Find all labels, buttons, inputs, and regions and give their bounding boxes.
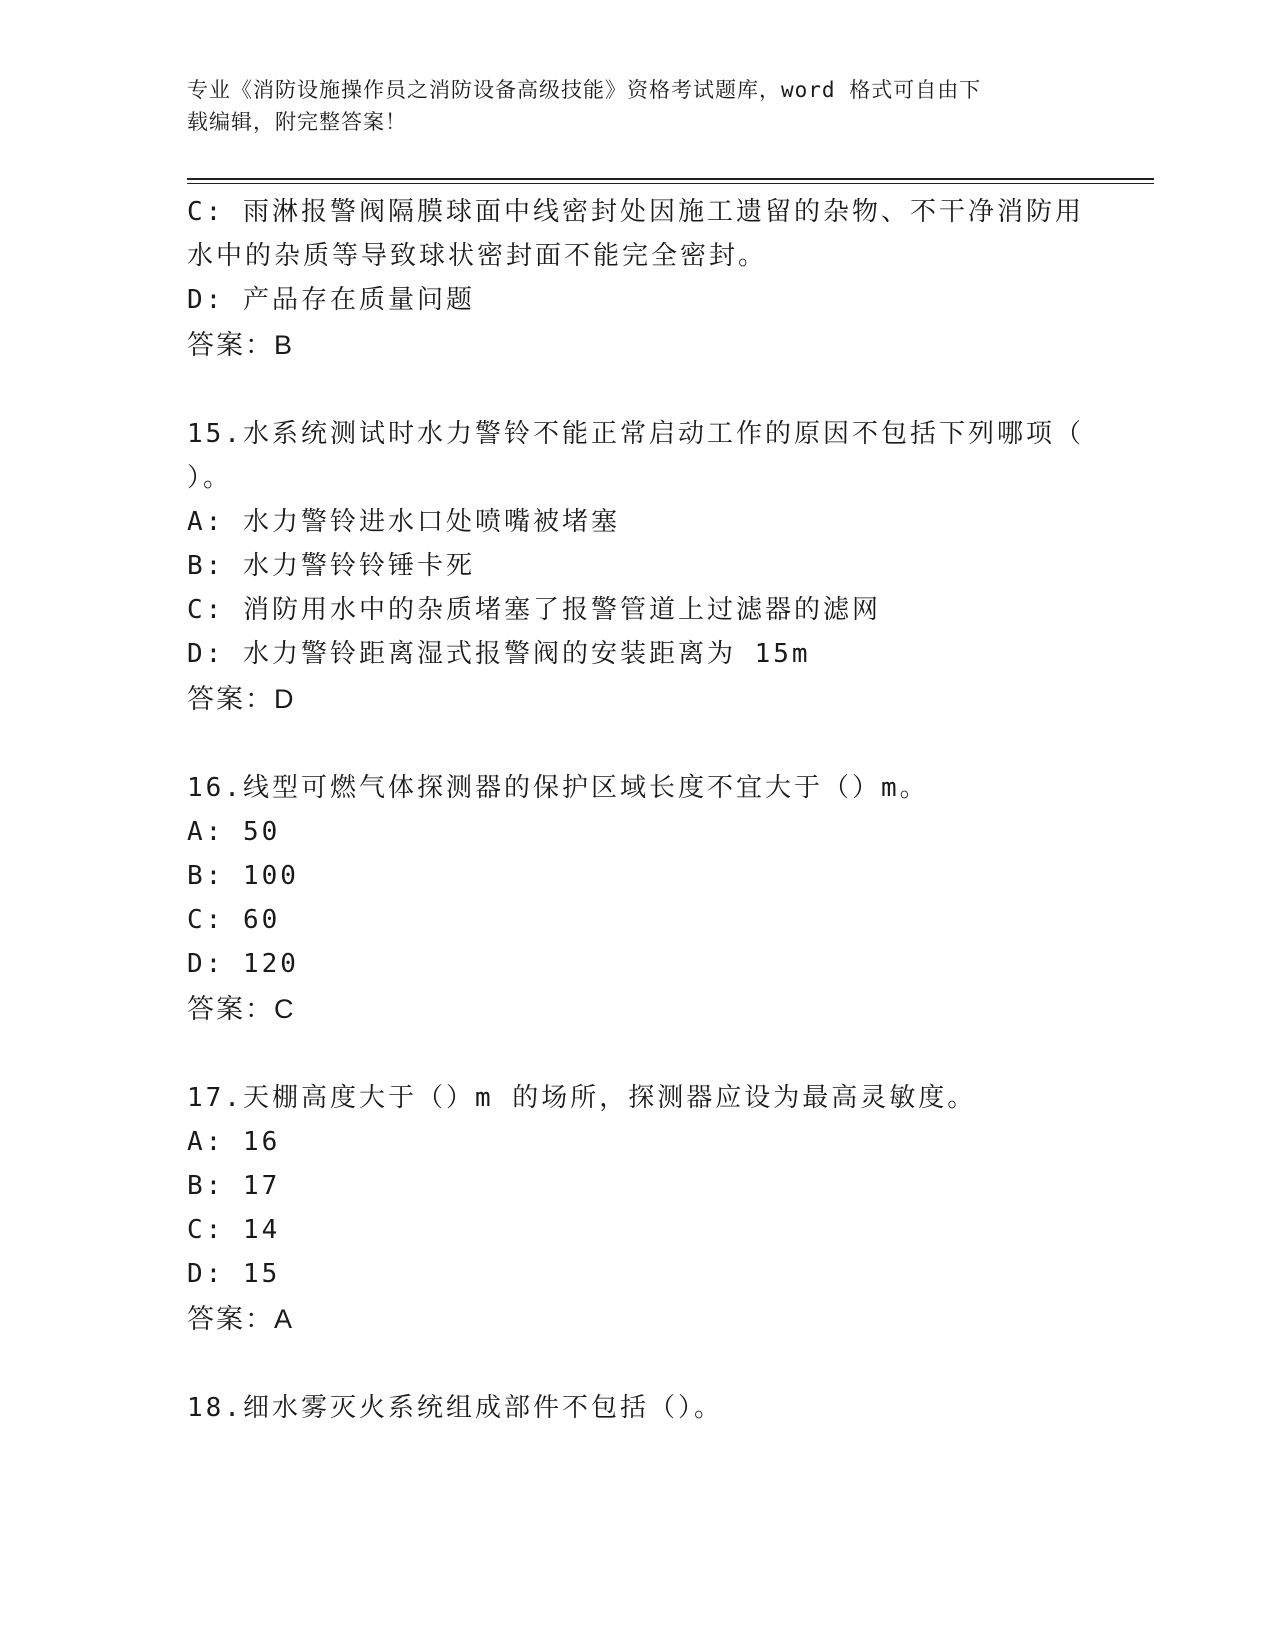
option-b: B: 100 [187, 861, 299, 891]
answer: 答案：A [187, 1304, 295, 1334]
answer: 答案：D [187, 684, 296, 714]
answer: 答案：C [187, 994, 296, 1024]
question-stem: 18.细水雾灭火系统组成部件不包括（）。 [187, 1393, 723, 1423]
option-b: B: 水力警铃铃锤卡死 [187, 551, 475, 581]
header-title-line-1: 专业《消防设施操作员之消防设备高级技能》资格考试题库，word 格式可自由下 [187, 78, 982, 102]
answer: 答案：B [187, 330, 295, 360]
option-d: D: 15 [187, 1259, 281, 1289]
option-a: A: 水力警铃进水口处喷嘴被堵塞 [187, 507, 620, 537]
option-c-line-1: C: 雨淋报警阀隔膜球面中线密封处因施工遗留的杂物、不干净消防用 [187, 197, 1084, 227]
header-divider-thin [187, 183, 1154, 184]
header-divider-thick [187, 178, 1154, 180]
question-block-prev [187, 190, 1087, 368]
question-stem: 16.线型可燃气体探测器的保护区域长度不宜大于（）m。 [187, 773, 929, 803]
option-a: A: 16 [187, 1127, 281, 1157]
question-block-18 [187, 1386, 1087, 1430]
question-stem-line-2: ）。 [187, 463, 233, 493]
question-block-16 [187, 766, 1087, 1032]
document-header [187, 74, 1087, 138]
question-stem: 17.天棚高度大于（）m 的场所，探测器应设为最高灵敏度。 [187, 1083, 977, 1113]
option-c: C: 消防用水中的杂质堵塞了报警管道上过滤器的滤网 [187, 595, 881, 625]
question-block-15 [187, 412, 1087, 722]
option-a: A: 50 [187, 817, 281, 847]
option-c-line-2: 水中的杂质等导致球状密封面不能完全密封。 [187, 241, 768, 271]
option-c: C: 60 [187, 905, 281, 935]
option-c: C: 14 [187, 1215, 281, 1245]
option-d: D: 产品存在质量问题 [187, 285, 475, 315]
option-d: D: 水力警铃距离湿式报警阀的安装距离为 15m [187, 639, 811, 669]
option-d: D: 120 [187, 949, 299, 979]
question-list [187, 190, 1087, 1430]
question-block-17 [187, 1076, 1087, 1342]
option-b: B: 17 [187, 1171, 281, 1201]
question-stem-line-1: 15.水系统测试时水力警铃不能正常启动工作的原因不包括下列哪项（ [187, 419, 1084, 449]
header-title-line-2: 载编辑，附完整答案！ [187, 110, 407, 134]
